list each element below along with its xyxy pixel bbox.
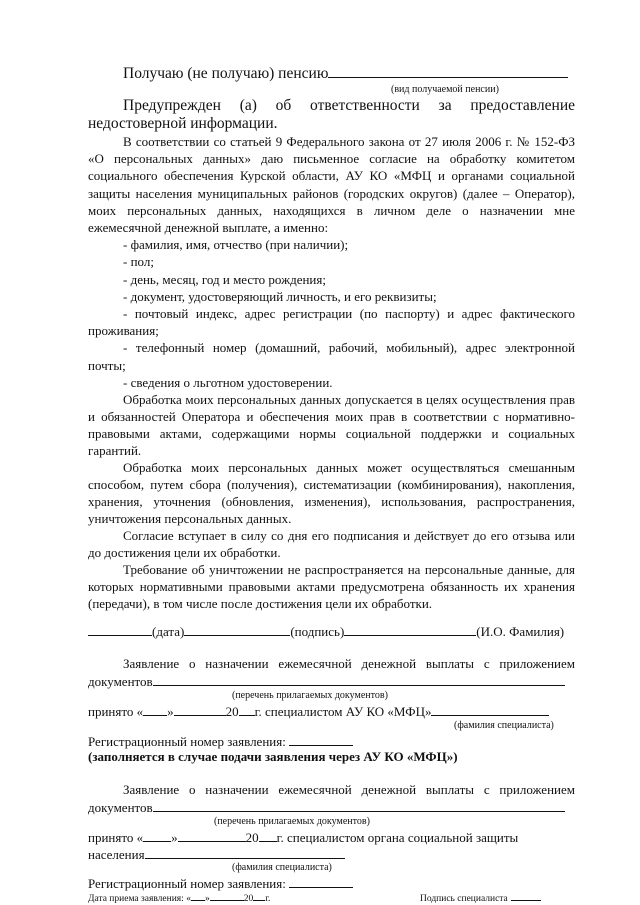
pension-line	[123, 63, 568, 83]
mfc-specialist-caption: (фамилия специалиста)	[454, 720, 554, 731]
warning-line-1: Предупрежден (а) об ответственности за предоставление	[123, 97, 575, 114]
consent-line: «О персональных данных» даю письменное согласие на обработку комитетом	[88, 151, 575, 166]
organ-population-line	[88, 846, 345, 862]
mfc-day-field[interactable]	[143, 703, 167, 716]
footer-date-end: г.	[265, 894, 271, 904]
consent-list-item: - сведения о льготном удостоверении.	[123, 375, 333, 390]
consent-line: хранения, уточнения (обновления, изменения), использования, распространения,	[88, 494, 575, 509]
mfc-note: (заполняется в случае подачи заявления через АУ КО «МФЦ»)	[88, 749, 458, 764]
organ-population-label: населения	[88, 847, 145, 862]
organ-reg-label: Регистрационный номер заявления:	[88, 876, 286, 891]
consent-line: защиты населения муниципальных районов (городских округов) (далее – Оператор),	[88, 186, 575, 201]
organ-accepted-prefix: принято «	[88, 830, 144, 845]
mfc-reg-line	[88, 733, 353, 749]
organ-docs-label: документов	[88, 800, 153, 815]
warning-line-2: недостоверной информации.	[88, 115, 278, 132]
footer-signature	[420, 891, 541, 905]
footer-signature-field[interactable]	[511, 891, 541, 901]
consent-line: способом, путем сбора (получения), систематизации (комбинирования), накопления,	[88, 477, 575, 492]
consent-list-item: - документ, удостоверяющий личность, и его реквизиты;	[123, 289, 437, 304]
mfc-accepted-year: 20	[225, 704, 239, 719]
organ-specialist-caption: (фамилия специалиста)	[232, 862, 332, 873]
name-caption: (И.О. Фамилия)	[476, 624, 565, 639]
footer-month-field[interactable]	[210, 891, 244, 901]
consent-line: проживания;	[88, 323, 159, 338]
organ-accepted-quote: »	[171, 830, 178, 845]
footer-date	[88, 891, 270, 905]
consent-line: моих персональных данных, находящихся в личном деле о назначении мне	[88, 203, 575, 218]
consent-line: уничтожения персональных данных.	[88, 511, 292, 526]
name-field[interactable]	[344, 623, 476, 636]
consent-line: социального обеспечения Курской области, АУ КО «МФЦ и органами социальной	[88, 168, 575, 183]
consent-list-item: - телефонный номер (домашний, рабочий, мобильный), адрес электронной	[123, 340, 575, 355]
footer-signature-label: Подпись специалиста	[420, 894, 508, 904]
organ-accepted-line	[88, 829, 575, 845]
mfc-docs-line	[88, 673, 565, 689]
mfc-docs-field[interactable]	[153, 673, 565, 686]
pension-label: Получаю (не получаю) пенсию	[123, 65, 329, 82]
organ-docs-caption: (перечень прилагаемых документов)	[214, 816, 370, 827]
consent-list-item: - день, месяц, год и место рождения;	[123, 272, 326, 287]
organ-title: Заявление о назначении ежемесячной денежной выплаты с приложением	[123, 782, 575, 797]
footer-day-field[interactable]	[191, 891, 205, 901]
consent-line: почты;	[88, 358, 126, 373]
consent-list-item: - почтовый индекс, адрес регистрации (по паспорту) и адрес фактического	[123, 306, 575, 321]
consent-line: гарантий.	[88, 443, 142, 458]
mfc-accepted-prefix: принято «	[88, 704, 144, 719]
footer-date-year: 20	[243, 894, 254, 904]
mfc-docs-caption: (перечень прилагаемых документов)	[232, 690, 388, 701]
consent-line: В соответствии со статьей 9 Федерального закона от 27 июля 2006 г. № 152-ФЗ	[123, 134, 575, 149]
pension-type-field[interactable]	[328, 63, 568, 78]
consent-line: Согласие вступает в силу со дня его подписания и действует до его отзыва или	[123, 528, 575, 543]
signature-caption: (подпись)	[290, 624, 345, 639]
consent-line: ежемесячной денежной выплате, а именно:	[88, 220, 329, 235]
pension-caption: (вид получаемой пенсии)	[391, 84, 499, 95]
footer-date-label: Дата приема заявления: «	[88, 894, 191, 904]
mfc-month-field[interactable]	[174, 703, 226, 716]
organ-month-field[interactable]	[178, 829, 246, 842]
consent-line: правовыми актами, содержащими нормы социальной поддержки и социальных	[88, 426, 575, 441]
organ-reg-line	[88, 875, 353, 891]
consent-list-item: - пол;	[123, 254, 154, 269]
mfc-accepted-quote: »	[167, 704, 174, 719]
consent-line: Обработка моих персональных данных может осуществляться смешанным	[123, 460, 575, 475]
signature-field[interactable]	[184, 623, 290, 636]
consent-list-item: - фамилия, имя, отчество (при наличии);	[123, 237, 349, 252]
mfc-year-field[interactable]	[239, 703, 255, 716]
mfc-reg-label: Регистрационный номер заявления:	[88, 734, 286, 749]
consent-line: Обработка моих персональных данных допускается в целях осуществления прав	[123, 392, 575, 407]
consent-line: (передачи), в том числе после достижения цели их обработки.	[88, 596, 433, 611]
date-field[interactable]	[88, 623, 152, 636]
mfc-accepted-suffix: г. специалистом АУ КО «МФЦ»	[254, 704, 432, 719]
consent-line: которых нормативными правовыми актами предусмотрена обязанность их хранения	[88, 579, 575, 594]
organ-docs-field[interactable]	[153, 799, 565, 812]
organ-reg-field[interactable]	[289, 875, 353, 888]
date-caption: (дата)	[152, 624, 185, 639]
mfc-accepted-line	[88, 703, 549, 719]
mfc-title: Заявление о назначении ежемесячной денежной выплаты с приложением	[123, 656, 575, 671]
footer-year-field[interactable]	[253, 891, 265, 901]
mfc-reg-field[interactable]	[289, 733, 353, 746]
consent-line: и обязанностей Оператора и обеспечения моих прав в соответствии с нормативно-	[88, 409, 575, 424]
organ-day-field[interactable]	[143, 829, 171, 842]
organ-accepted-year: 20	[245, 830, 259, 845]
consent-line: Требование об уничтожении не распространяется на персональные данные, для	[123, 562, 575, 577]
mfc-docs-label: документов	[88, 674, 153, 689]
organ-accepted-suffix: г. специалистом органа социальной защиты	[276, 830, 519, 845]
consent-line: до достижения цели их обработки.	[88, 545, 281, 560]
organ-specialist-field[interactable]	[145, 846, 345, 859]
organ-year-field[interactable]	[259, 829, 277, 842]
footer-date-quote: »	[204, 894, 210, 904]
signature-row	[88, 623, 564, 639]
organ-docs-line	[88, 799, 565, 815]
mfc-specialist-field[interactable]	[431, 703, 549, 716]
